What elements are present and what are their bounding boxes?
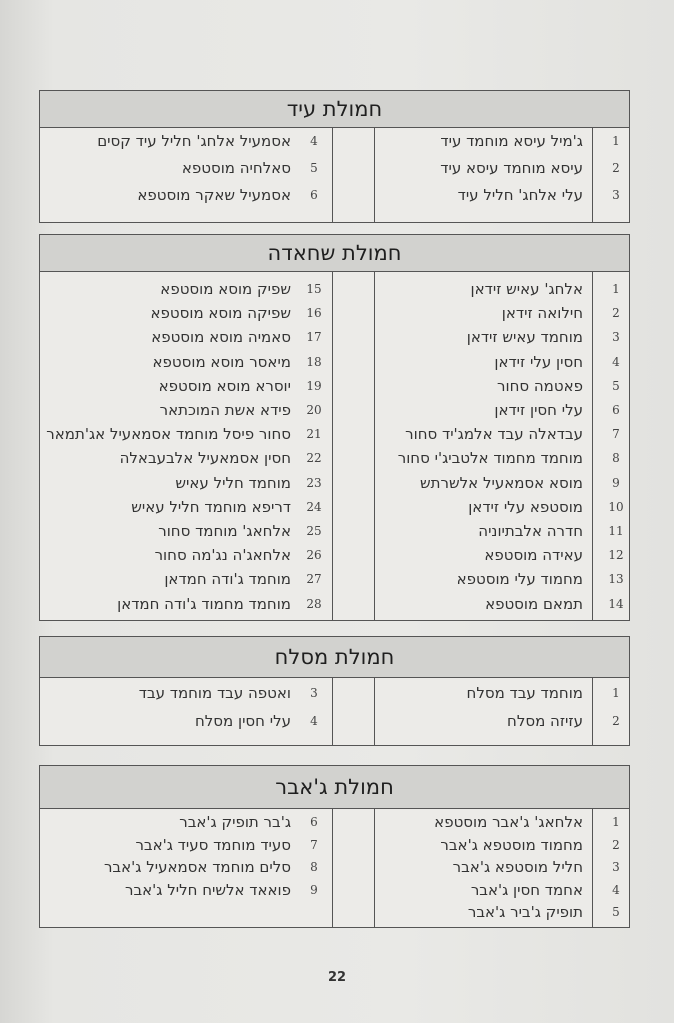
entry-number: 2 — [612, 306, 620, 321]
entry-number: 19 — [306, 378, 322, 393]
entry-number: 2 — [612, 161, 620, 175]
entry-number: 15 — [306, 282, 322, 296]
entry-number: 6 — [612, 403, 620, 417]
entry-name: סאלחיה מוסטפא — [181, 159, 291, 177]
entry-name: פידא אשת המוכתאר — [159, 401, 291, 419]
entry-name: ג'מיל עיסא מוחמד עיד — [440, 132, 583, 150]
entry-number: 4 — [612, 354, 620, 369]
entry-name: אלחאג' מוחמד סחור — [158, 522, 291, 540]
column-divider — [332, 272, 333, 621]
entry-name: מוחמד ג'ודה חמדאן — [164, 570, 291, 589]
entry-number: 20 — [306, 403, 322, 417]
entry-number: 13 — [608, 572, 624, 587]
number-divider — [592, 128, 593, 223]
entry-name: מוחמד מחמוד ג'ודה חמדאן — [117, 594, 291, 613]
entry-name: מוחמד חליל עאיש — [175, 473, 291, 492]
family-table-shahada — [39, 234, 630, 621]
entry-number: 2 — [612, 714, 620, 728]
number-divider — [592, 678, 593, 746]
entry-number: 7 — [310, 837, 318, 852]
entry-number: 8 — [612, 451, 620, 466]
entry-name: סאמיה מוסא מוסטפא — [151, 328, 291, 347]
entry-number: 16 — [306, 306, 322, 321]
entry-name: חדרה אלבתיוניה — [478, 522, 583, 540]
family-title: חמולת שחאדה — [40, 235, 629, 272]
entry-name: יוסרא מוסא מוסטפא — [158, 376, 291, 395]
entry-number: 27 — [306, 572, 322, 587]
entry-number: 6 — [310, 815, 318, 829]
entry-name: אלחאג'ה נג'מה סחור — [154, 546, 291, 565]
entry-number: 3 — [612, 860, 620, 875]
entry-name: עזיזה מסלח — [507, 712, 583, 730]
family-title: חמולת מסלח — [40, 637, 629, 678]
entry-name: מחמוד מוסטפא ג'אבר — [440, 835, 583, 854]
entry-name: חסין אסמאעיל אלבעבאלה — [119, 449, 291, 468]
entry-name: אלחאג' ג'אבר מוסטפא — [434, 813, 583, 831]
entry-number: 4 — [310, 134, 318, 148]
entry-name: עלי חסין זידאן — [494, 401, 583, 419]
number-divider — [592, 272, 593, 621]
entry-name: חילואה זידאן — [501, 304, 583, 323]
entry-name: עאידה מוסטפא — [484, 546, 583, 565]
entry-number: 22 — [306, 451, 322, 466]
entry-number: 18 — [306, 354, 322, 369]
family-table-masleh — [39, 636, 630, 746]
page-number: 22 — [327, 970, 347, 985]
entry-name: עיסא מוחמד עיסא עיד — [440, 159, 583, 177]
entry-name: סלים מוחמד אסמאעיל ג'אבר — [103, 858, 291, 877]
entry-number: 3 — [612, 330, 620, 345]
column-divider — [332, 678, 333, 746]
entry-number: 25 — [306, 524, 322, 538]
entry-number: 10 — [608, 499, 624, 514]
entry-name: סעיד מוחמד סעיד ג'אבר — [135, 835, 291, 854]
entry-number: 24 — [306, 499, 322, 514]
entry-name: אסמעיל אלחג' חליל עיד קסים — [97, 132, 291, 150]
column-divider — [332, 809, 333, 928]
entry-number: 21 — [306, 427, 322, 442]
entry-name: תמאם מוסטפא — [485, 594, 583, 613]
entry-number: 8 — [310, 860, 318, 875]
entry-number: 5 — [310, 161, 318, 175]
entry-number: 1 — [612, 134, 620, 148]
entry-name: עלי חסין מסלח — [194, 712, 291, 730]
entry-number: 6 — [310, 188, 318, 202]
family-title: חמולת עיד — [40, 91, 629, 128]
entry-number: 26 — [306, 548, 322, 563]
entry-number: 28 — [306, 596, 322, 611]
entry-name: ואטפה עבד מוחמד עבד — [138, 684, 291, 702]
entry-number: 9 — [612, 475, 620, 490]
entry-name: מוחמד עבד מסלח — [466, 684, 583, 702]
entry-number: 4 — [612, 882, 620, 897]
family-table-eid — [39, 90, 630, 223]
entry-number: 1 — [612, 686, 620, 700]
family-title: חמולת ג'אבר — [40, 766, 629, 809]
entry-number: 14 — [608, 596, 624, 611]
entry-name: סחור פיסל מוחמד אסמאעיל אג'תמאר — [46, 425, 291, 444]
entry-name: ג'בר תופיק ג'אבר — [179, 813, 291, 831]
entry-number: 9 — [310, 882, 318, 897]
entry-name: פאטמה סחור — [497, 376, 583, 395]
entry-number: 12 — [608, 548, 624, 563]
entry-name: מחמוד עלי מוסטפא — [456, 570, 583, 589]
entry-name: מיאסר מוסא מוסטפא — [152, 352, 291, 371]
entry-number: 2 — [612, 837, 620, 852]
entry-number: 1 — [612, 282, 620, 296]
number-divider — [374, 272, 375, 621]
entry-number: 3 — [612, 188, 620, 202]
entry-number: 11 — [608, 524, 624, 538]
entry-number: 4 — [310, 714, 318, 728]
number-divider — [592, 809, 593, 928]
entry-name: מוחמד מחמוד אלטביג'י סחור — [397, 449, 583, 468]
entry-name: פואאד אלשיח חליל ג'אבר — [124, 880, 291, 899]
entry-number: 23 — [306, 475, 322, 490]
entry-name: שפיק מוסא מוסטפא — [160, 280, 291, 298]
entry-number: 5 — [612, 378, 620, 393]
entry-name: תופיק ג'ביר ג'אבר — [467, 903, 583, 922]
entry-number: 5 — [612, 905, 620, 920]
entry-number: 1 — [612, 815, 620, 829]
entry-name: שפיקה מוסא מוסטפא — [150, 304, 291, 323]
entry-name: מוסטפא עלי זידאן — [468, 497, 583, 516]
entry-name: מוסא אסמאעיל אלשרתש — [420, 473, 583, 492]
entry-name: אלחג' עאיש זידאן — [470, 280, 583, 298]
entry-name: עלי אלחג' חליל עיד — [457, 186, 583, 204]
entry-name: חליל מוסטפא ג'אבר — [452, 858, 583, 877]
entry-number: 3 — [310, 686, 318, 700]
entry-name: אסמעיל שאקר מוסטפא — [137, 186, 291, 204]
entry-name: דריפא מוחמד חליל עאיש — [131, 497, 291, 516]
entry-name: אחמד חסין ג'אבר — [470, 880, 583, 899]
entry-name: חסין עלי זידאן — [494, 352, 583, 371]
family-table-jaber — [39, 765, 630, 928]
entry-name: מוחמד עאיש זידאן — [466, 328, 583, 347]
entry-number: 17 — [306, 330, 322, 345]
column-divider — [332, 128, 333, 223]
entry-number: 7 — [612, 427, 620, 442]
entry-name: עבדאלה עבד אלמג'יד סחור — [405, 425, 583, 444]
